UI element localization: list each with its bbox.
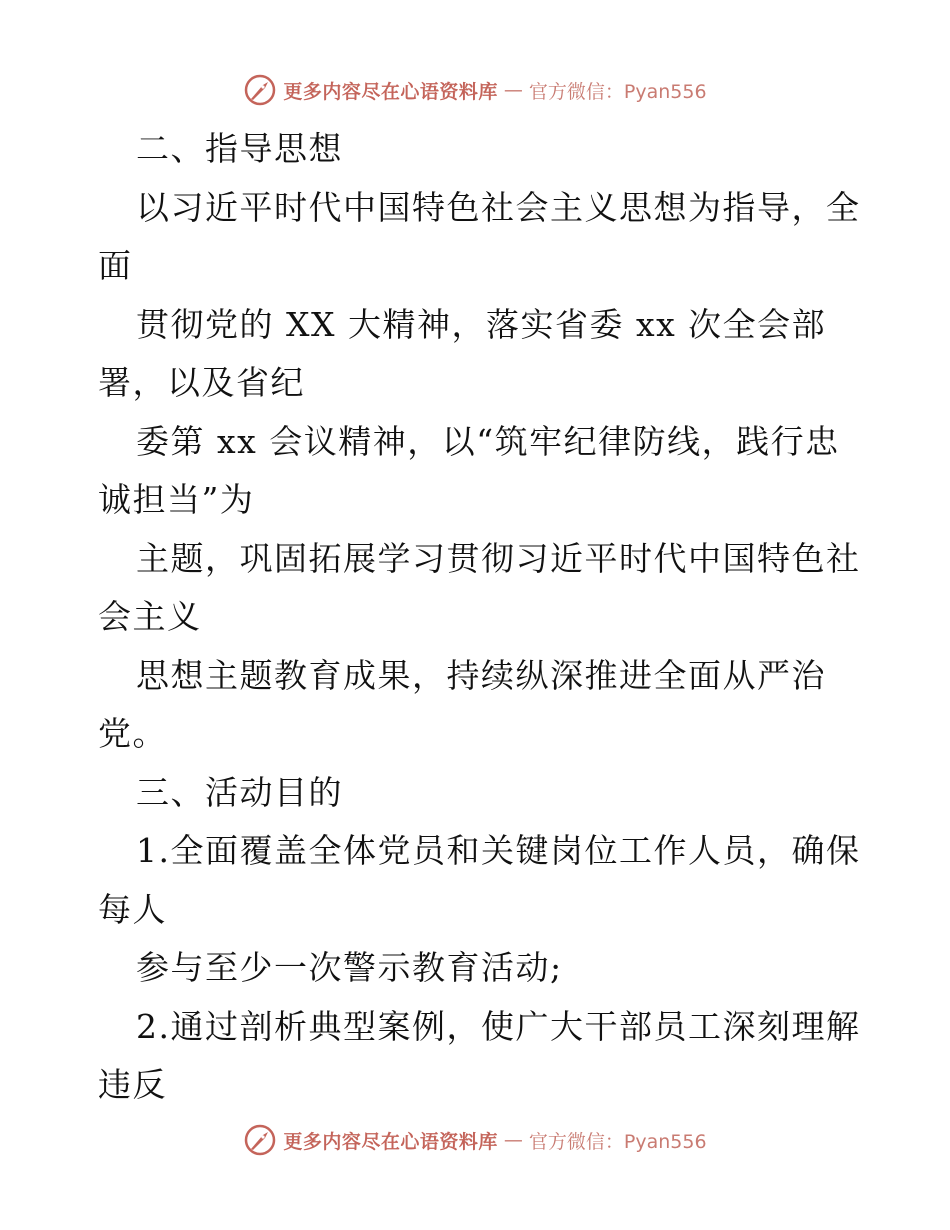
text-line: 1.全面覆盖全体党员和关键岗位工作人员，确保: [136, 831, 861, 870]
text-line: 三、活动目的: [136, 772, 343, 812]
text-line: 2.通过剖析典型案例，使广大干部员工深刻理解: [136, 1006, 861, 1046]
header-watermark: [0, 70, 950, 110]
watermark-separator: —: [503, 1129, 523, 1151]
watermark-contact-text: 官方微信：Pyan556: [528, 80, 707, 103]
text-line: 诚担当”为: [98, 480, 255, 519]
document-body: [98, 120, 861, 1115]
pen-nib-logo-icon: [243, 1123, 277, 1157]
text-line: 参与至少一次警示教育活动;: [136, 948, 563, 987]
pen-nib-logo-icon: [243, 73, 277, 107]
footer-watermark: [0, 1120, 950, 1160]
text-line: 每人: [98, 889, 167, 929]
text-line: 二、指导思想: [136, 129, 343, 168]
text-line: 面: [98, 246, 133, 285]
watermark-main-text: 更多内容尽在心语资料库: [283, 80, 498, 103]
text-line: 委第 xx 会议精神，以“筑牢纪律防线，践行忠: [136, 421, 840, 461]
watermark-separator: —: [503, 79, 523, 101]
text-line: 会主义: [98, 597, 202, 636]
watermark-main-text: 更多内容尽在心语资料库: [283, 1130, 498, 1153]
text-line: 主题，巩固拓展学习贯彻习近平时代中国特色社: [136, 538, 861, 578]
text-line: 违反: [98, 1065, 167, 1104]
text-line: 署，以及省纪: [98, 363, 305, 402]
text-line: 贯彻党的 XX 大精神，落实省委 xx 次全会部: [136, 304, 827, 344]
text-line: 思想主题教育成果，持续纵深推进全面从严治: [136, 655, 826, 695]
watermark-contact-text: 官方微信：Pyan556: [528, 1130, 707, 1153]
text-line: 党。: [98, 714, 167, 753]
text-line: 以习近平时代中国特色社会主义思想为指导，全: [136, 187, 861, 227]
